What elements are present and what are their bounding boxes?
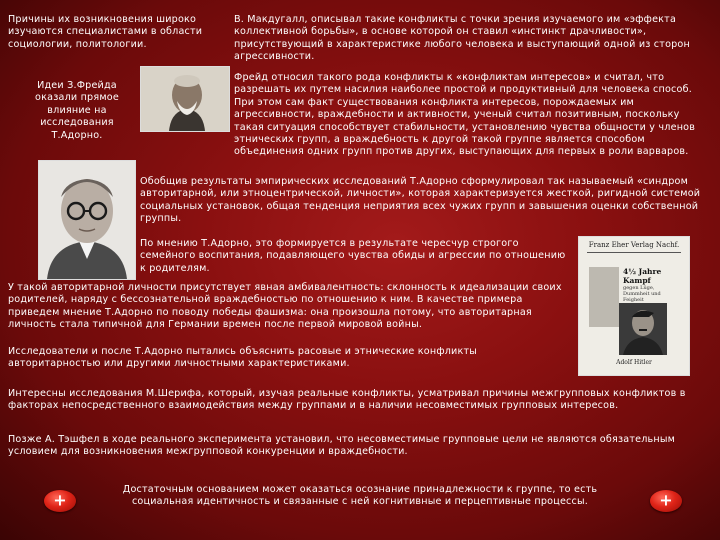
researchers-text: Исследователи и после Т.Адорно пытались объяснить расовые и этнические конфликты авторитарностью или другими личностными характеристиками. bbox=[8, 346, 478, 370]
book-subtitle: gegen Lüge, Dummheit und Feigheit bbox=[623, 285, 661, 303]
book-banner: Franz Eher Verlag Nachf. bbox=[588, 241, 680, 249]
conclusion-text: Достаточным основанием может оказаться осознание принадлежности к группе, то есть социальная идентичность и связанные с ней когнитивные и перцептивные процессы. bbox=[122, 484, 598, 508]
freud-portrait bbox=[140, 66, 230, 132]
book-caption: Adolf Hitler bbox=[616, 359, 652, 366]
mein-kampf-cover bbox=[578, 236, 690, 376]
adorno-opinion-text: По мнению Т.Адорно, это формируется в результате чересчур строгого семейного воспитания, подавляющего чувства обиды и агрессии по отношению к родителям. bbox=[140, 238, 566, 274]
book-title: 4½ Jahre Kampf bbox=[623, 267, 662, 285]
freud-ideas-text: Идеи З.Фрейда оказали прямое влияние на исследования Т.Адорно. bbox=[35, 80, 119, 141]
plus-icon: + bbox=[659, 490, 673, 510]
tajfel-text: Позже А. Тэшфел в ходе реального эксперимента установил, что несовместимые групповые цели не являются обязательным условием для возникновения межгрупповой конкуренции и враждебности. bbox=[8, 434, 676, 458]
text-column bbox=[589, 267, 619, 327]
plus-icon: + bbox=[53, 490, 67, 510]
book-title-block bbox=[623, 267, 679, 303]
hitler-photo bbox=[619, 303, 667, 355]
sherif-text: Интересны исследования М.Шерифа, который, изучая реальные конфликты, усматривал причины межгрупповых конфликтов в факторах непосредственного взаимодействия между группами и в наличии несовместимых групповых интересов. bbox=[8, 388, 686, 412]
adorno-summary-text: Обобщив результаты эмпирических исследований Т.Адорно сформулировал так называемый «синдром авторитарной, или этноцентрической, личности», которая характеризуется жесткой, ригидной системой социальных установок, общая тенденция неприятия всех чужих групп и завышения оценки собственной группы. bbox=[140, 176, 701, 225]
ambivalence-text: У такой авторитарной личности присутствует явная амбивалентность: склонность к идеализации своих родителей, наряду с бессознательной враждебностью по отношению к ним. В качестве примера приведем мнение Т.Адорно по поводу победы фашизма: она произошла потому, что авторитарная личность стала типичной для Германии времен после первой мировой войны. bbox=[8, 282, 562, 331]
book-divider bbox=[587, 252, 681, 253]
freud-text: Фрейд относил такого рода конфликты к «конфликтам интересов» и считал, что разрешать их путем насилия наиболее простой и продуктивный для человека способ. При этом сам факт существования конфликта интересов, порождаемых им агрессивности, враждебности и активности, ученый считал позитивным, поскольку такая ситуация способствует стабильности, установлению чувства общности у членов этнических групп, а враждебность к другой такой группе является способом объединения одних групп против других, выступающих для первых в роли варваров. bbox=[234, 72, 696, 158]
mcdougall-text: В. Макдугалл, описывал такие конфликты с точки зрения изучаемого им «эффекта коллективной борьбы», в основе которой он ставил «инстинкт драчливости», присутствующий в характеристике любого человека и выступающий одной из сторон агрессивности. bbox=[234, 14, 690, 63]
next-slide-button[interactable] bbox=[650, 490, 682, 512]
adorno-portrait bbox=[38, 160, 136, 280]
intro-text: Причины их возникновения широко изучаются специалистами в области социологии, политологии. bbox=[8, 14, 203, 50]
prev-slide-button[interactable] bbox=[44, 490, 76, 512]
